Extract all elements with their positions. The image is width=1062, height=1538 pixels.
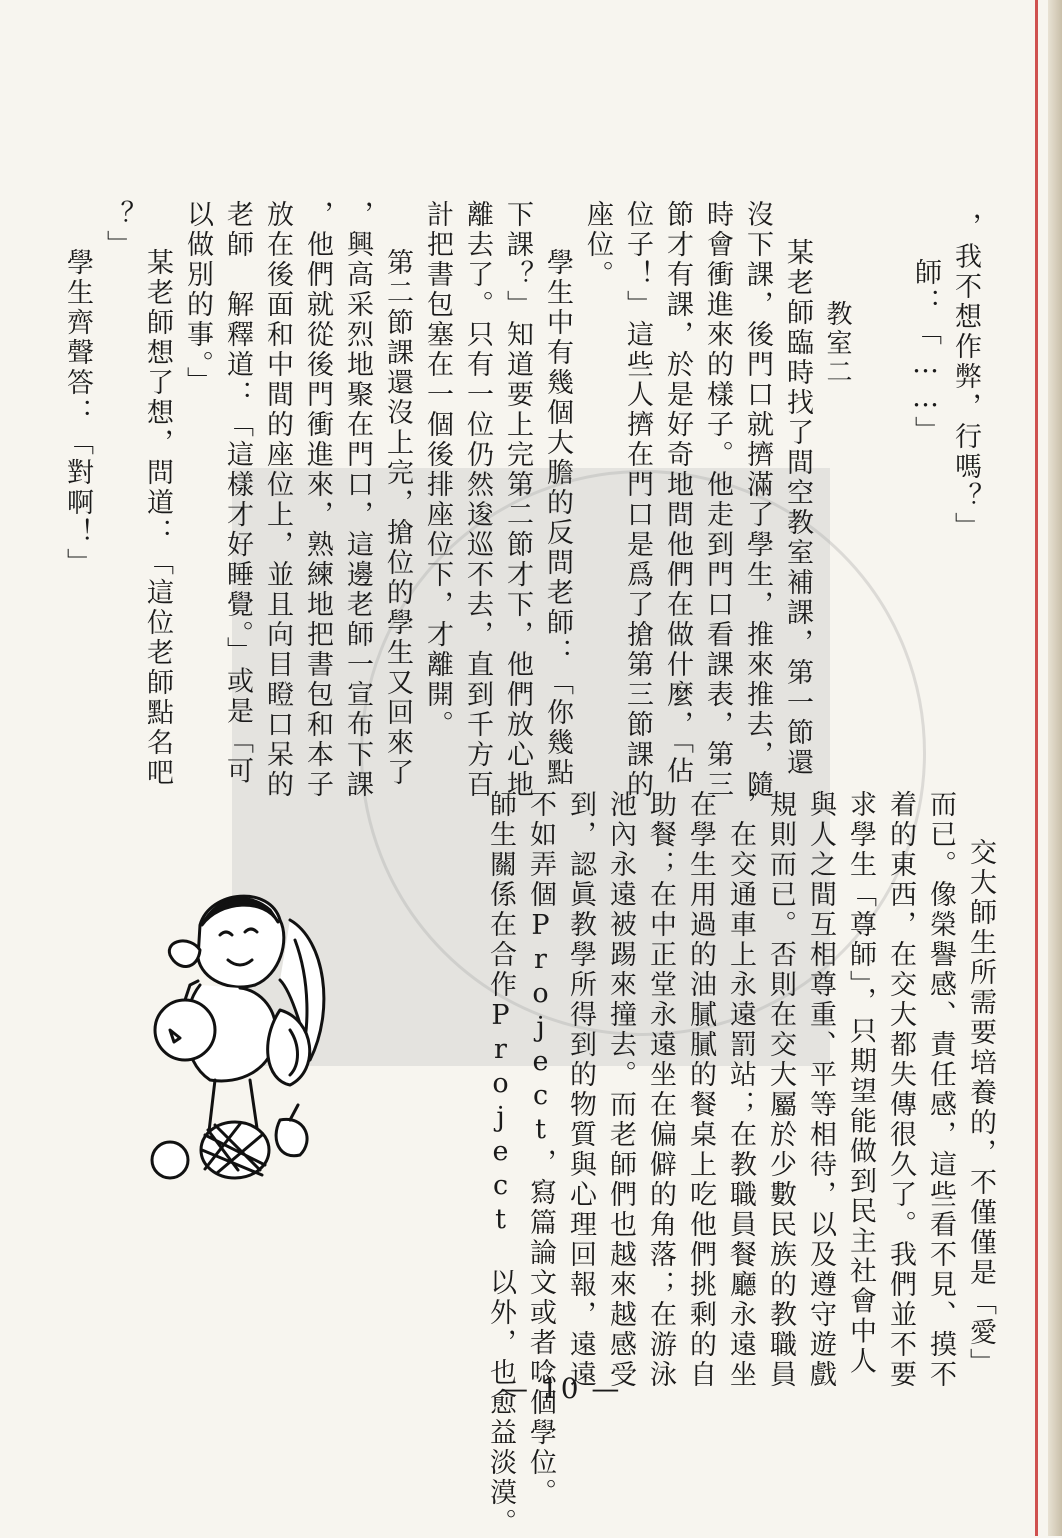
text-column: 座位。 (582, 200, 613, 290)
text-column: 沒下課，後門口就擠滿了學生，推來推去，隨 (742, 200, 773, 800)
text-column: 師：「……」 (910, 258, 941, 446)
red-margin-line (1035, 0, 1038, 1536)
text-column: 放在後面和中間的座位上，並且向目瞪口呆的 (262, 200, 293, 800)
text-column: 下課？」知道要上完第二節才下，他們放心地 (502, 200, 533, 800)
text-column: 學生中有幾個大膽的反問老師：「你幾點 (542, 248, 573, 788)
text-column: ，我不想作弊，行嗎？」 (950, 212, 981, 542)
text-column: 與人之間互相尊重、平等相待，以及遵守遊戲 (805, 790, 836, 1390)
page-edge (1048, 0, 1062, 1536)
text-column: 老師 解釋道：「這樣才好睡覺。」或是「可 (222, 200, 253, 787)
text-column: 着的東西，在交大都失傳很久了。我們並不要 (885, 790, 916, 1390)
text-column: ，在交通車上永遠罰站；在教職員餐廳永遠坐 (725, 790, 756, 1390)
section-heading: 教室二 (822, 300, 852, 387)
text-column: ，興高采烈地聚在門口，這邊老師一宣布下課 (342, 200, 373, 800)
text-column: 到，認眞教學所得到的物質與心理回報，遠遠 (565, 790, 596, 1390)
text-column: 第二節課還沒上完，搶位的學生又回來了 (382, 248, 413, 788)
text-column: 以做別的事。」 (182, 200, 213, 397)
text-column: 池內永遠被踢來撞去。而老師們也越來越感受 (605, 790, 636, 1390)
cartoon-student-illustration (140, 880, 350, 1200)
text-column: 計把書包塞在一個後排座位下，才離開。 (422, 200, 453, 740)
text-column: 規則而已。否則在交大屬於少數民族的教職員 (765, 790, 796, 1390)
text-column: 學生齊聲答：「對啊！」 (62, 248, 93, 578)
text-column: ？」 (102, 200, 133, 260)
text-column: 助餐；在中正堂永遠坐在偏僻的角落；在游泳 (645, 790, 676, 1390)
text-column: 節才有課，於是好奇地問他們在做什麼，「佔 (662, 200, 693, 787)
text-column: 某老師想了想，問道：「這位老師點名吧 (142, 248, 173, 788)
text-column: 時會衝進來的樣子。他走到門口看課表，第三 (702, 200, 733, 800)
text-column: 某老師臨時找了間空教室補課，第一節還 (782, 238, 813, 778)
text-column: 求學生「尊師」，只期望能做到民主社會中人 (845, 790, 876, 1377)
text-column: 不如弄個Project，寫篇論文或者唸個學位。 (525, 790, 556, 1508)
text-column: 位子！」這些人擠在門口是爲了搶第三節課的 (622, 200, 653, 800)
text-column: 而已。像榮譽感、責任感，這些看不見、摸不 (925, 790, 956, 1390)
text-column: 在學生用過的油膩膩的餐桌上吃他們挑剩的自 (685, 790, 716, 1390)
text-column: 師生關係在合作Project 以外，也愈益淡漠。 (485, 790, 516, 1538)
text-column: 交大師生所需要培養的，不僅僅是「愛」 (965, 838, 996, 1378)
text-column: ，他們就從後門衝進來，熟練地把書包和本子 (302, 200, 333, 800)
text-column: 離去了。只有一位仍然逡巡不去，直到千方百 (462, 200, 493, 800)
page-number: — 10 — (500, 1372, 622, 1405)
